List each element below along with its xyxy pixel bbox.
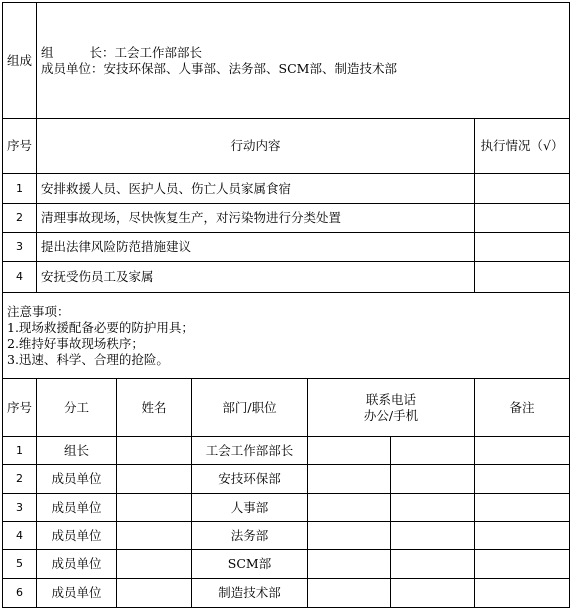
contact-remark-cell[interactable]: [475, 522, 570, 550]
action-status-cell[interactable]: [475, 204, 570, 233]
contact-remark-cell[interactable]: [475, 437, 570, 465]
contact-mobile-cell[interactable]: [391, 494, 475, 522]
contact-row: [3, 550, 570, 579]
note-item: 2.维持好事故现场秩序；: [7, 335, 144, 351]
actions-header-content: 行动内容: [37, 119, 475, 174]
contact-row: [3, 494, 570, 522]
contacts-header-dept: 部门/职位: [192, 379, 308, 437]
action-no: 4: [3, 262, 37, 293]
contact-role: 成员单位: [37, 494, 117, 522]
actions-header-no: 序号: [3, 119, 37, 174]
action-status-cell[interactable]: [475, 233, 570, 262]
contact-no: 4: [3, 522, 37, 550]
contact-dept: 法务部: [192, 522, 308, 550]
contact-row: [3, 465, 570, 494]
contact-name-cell[interactable]: [117, 579, 192, 608]
contact-office-phone-cell[interactable]: [308, 437, 391, 465]
contact-remark-cell[interactable]: [475, 579, 570, 608]
action-row: [3, 204, 570, 233]
contact-no: 1: [3, 437, 37, 465]
contact-role: 成员单位: [37, 579, 117, 608]
contact-no: 3: [3, 494, 37, 522]
action-row: [3, 174, 570, 204]
contact-dept: 安技环保部: [192, 465, 308, 494]
action-status-cell[interactable]: [475, 262, 570, 293]
contacts-header-name: 姓名: [117, 379, 192, 437]
members-line: [41, 61, 565, 77]
contact-name-cell[interactable]: [117, 550, 192, 579]
team-composition-row: [3, 3, 570, 119]
contact-remark-cell[interactable]: [475, 494, 570, 522]
action-no: 1: [3, 174, 37, 204]
contact-role: 成员单位: [37, 550, 117, 579]
notes-title: 注意事项：: [7, 303, 70, 319]
contact-name-cell[interactable]: [117, 522, 192, 550]
action-no: 3: [3, 233, 37, 262]
contact-no: 2: [3, 465, 37, 494]
leader-line: [41, 45, 565, 61]
note-item: 1.现场救援配备必要的防护用具；: [7, 319, 194, 335]
notes-cell: [3, 293, 570, 379]
contact-office-phone-cell[interactable]: [308, 550, 391, 579]
contact-name-cell[interactable]: [117, 437, 192, 465]
phone-header-line1: 联系电话: [365, 391, 416, 407]
note-item: 3.迅速、科学、合理的抢险。: [7, 351, 169, 367]
actions-header-status: 执行情况（√）: [475, 119, 570, 174]
contact-remark-cell[interactable]: [475, 550, 570, 579]
contact-name-cell[interactable]: [117, 494, 192, 522]
contact-role: 成员单位: [37, 522, 117, 550]
contact-mobile-cell[interactable]: [391, 522, 475, 550]
team-label: 组成: [3, 3, 37, 119]
action-status-cell[interactable]: [475, 174, 570, 204]
contact-row: [3, 522, 570, 550]
notes-row: [3, 293, 570, 379]
contact-role: 成员单位: [37, 465, 117, 494]
contact-office-phone-cell[interactable]: [308, 522, 391, 550]
contact-role: 组长: [37, 437, 117, 465]
contact-dept: 制造技术部: [192, 579, 308, 608]
contact-dept: 人事部: [192, 494, 308, 522]
contact-mobile-cell[interactable]: [391, 550, 475, 579]
contacts-header-row: [3, 379, 570, 437]
members-key: 成员单位：: [41, 60, 104, 76]
contact-dept: SCM部: [192, 550, 308, 579]
members-value: 安技环保部、人事部、法务部、SCM部、制造技术部: [103, 60, 397, 76]
contact-name-cell[interactable]: [117, 465, 192, 494]
action-content: 清理事故现场，尽快恢复生产，对污染物进行分类处置: [37, 204, 475, 233]
contact-row: [3, 579, 570, 608]
leader-key: 组: [41, 44, 54, 60]
contact-mobile-cell[interactable]: [391, 437, 475, 465]
team-details: [37, 3, 570, 119]
contacts-header-remark: 备注: [475, 379, 570, 437]
leader-value: 工会工作部部长: [114, 44, 203, 60]
phone-header-line2: 办公/手机: [363, 407, 419, 423]
contact-mobile-cell[interactable]: [391, 579, 475, 608]
action-row: [3, 262, 570, 293]
contact-row: [3, 437, 570, 465]
contact-no: 6: [3, 579, 37, 608]
leader-key-suffix: 长：: [89, 44, 115, 60]
contacts-header-phone: [308, 379, 475, 437]
action-no: 2: [3, 204, 37, 233]
contact-dept: 工会工作部部长: [192, 437, 308, 465]
action-row: [3, 233, 570, 262]
contact-mobile-cell[interactable]: [391, 465, 475, 494]
contact-no: 5: [3, 550, 37, 579]
contact-office-phone-cell[interactable]: [308, 465, 391, 494]
emergency-team-form: [2, 2, 570, 608]
actions-header-row: [3, 119, 570, 174]
action-content: 安抚受伤员工及家属: [37, 262, 475, 293]
contact-remark-cell[interactable]: [475, 465, 570, 494]
action-content: 提出法律风险防范措施建议: [37, 233, 475, 262]
action-content: 安排救援人员、医护人员、伤亡人员家属食宿: [37, 174, 475, 204]
contact-office-phone-cell[interactable]: [308, 579, 391, 608]
contacts-header-role: 分工: [37, 379, 117, 437]
contacts-header-no: 序号: [3, 379, 37, 437]
contact-office-phone-cell[interactable]: [308, 494, 391, 522]
